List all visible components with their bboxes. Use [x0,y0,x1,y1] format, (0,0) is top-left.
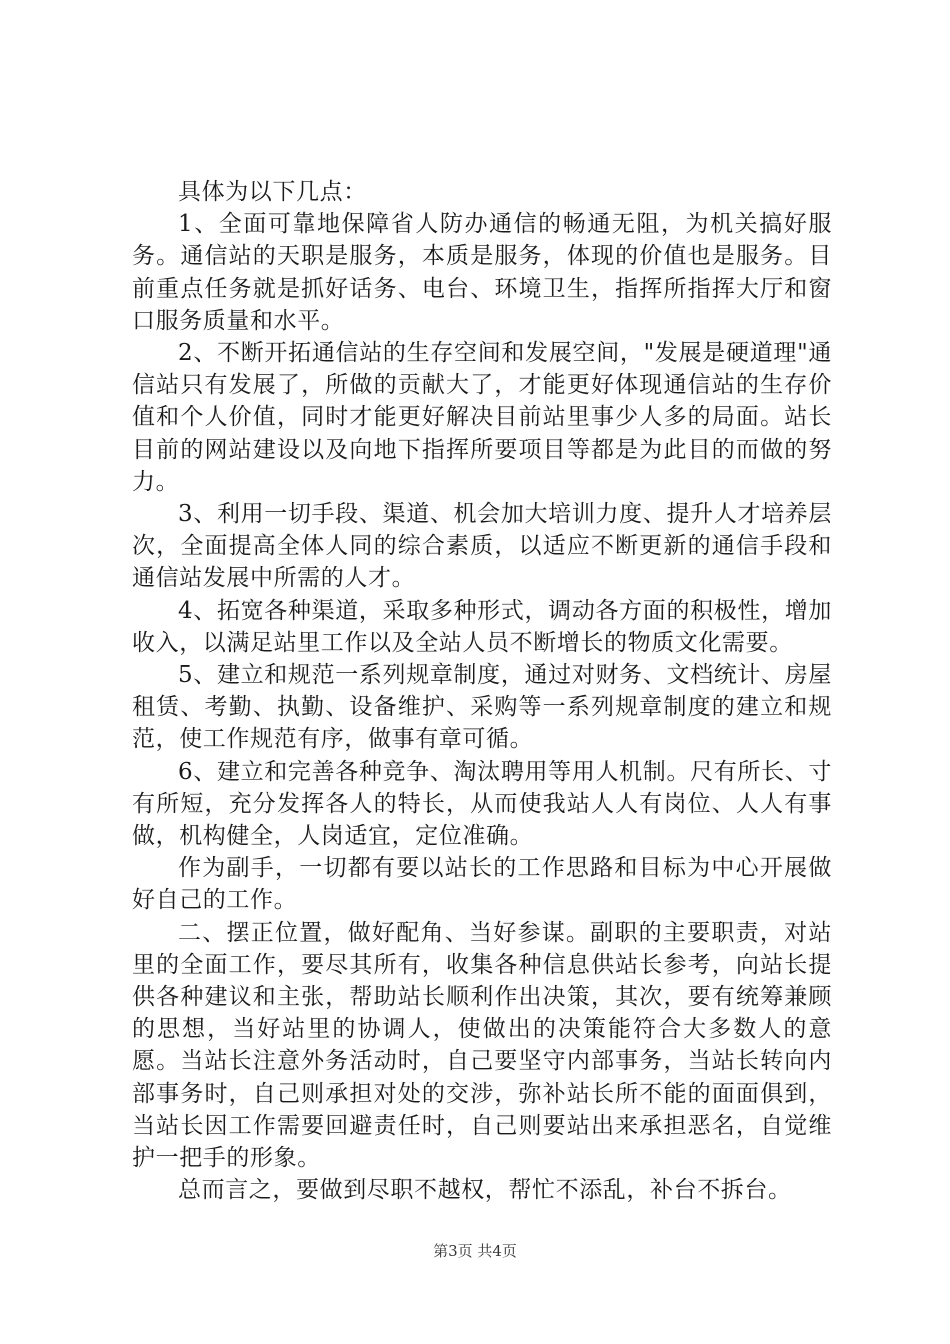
paragraph-item-2: 2、不断开拓通信站的生存空间和发展空间，"发展是硬道理"通信站只有发展了，所做的贡献大了，才能更好体现通信站的生存价值和个人价值，同时才能更好解决目前站里事少人多的局面。站长目前的网站建设以及向地下指挥所要项目等都是为此目的而做的努力。 [132,340,832,495]
paragraph-item-6: 6、建立和完善各种竞争、淘汰聘用等用人机制。尺有所长、寸有所短，充分发挥各人的特长，从而使我站人人有岗位、人人有事做，机构健全，人岗适宜，定位准确。 [132,758,832,850]
paragraph-deputy-role: 作为副手，一切都有要以站长的工作思路和目标为中心开展做好自己的工作。 [132,855,832,914]
paragraph-conclusion: 总而言之，要做到尽职不越权，帮忙不添乱，补台不拆台。 [178,1177,792,1204]
paragraph-section-two: 二、摆正位置，做好配角、当好参谋。副职的主要职责，对站里的全面工作，要尽其所有，收集各种信息供站长参考，向站长提供各种建议和主张，帮助站长顺利作出决策，其次，要有统筹兼顾的思想，当好站里的协调人，使做出的决策能符合大多数人的意愿。当站长注意外务活动时，自己要坚守内部事务，当站长转向内部事务时，自己则承担对处的交涉，弥补站长所不能的面面俱到，当站长因工作需要回避责任时，自己则要站出来承担恶名，自觉维护一把手的形象。 [132,919,832,1172]
paragraph-intro: 具体为以下几点： [178,179,367,205]
paragraph-item-3: 3、利用一切手段、渠道、机会加大培训力度、提升人才培养层次，全面提高全体人同的综合素质，以适应不断更新的通信手段和通信站发展中所需的人才。 [132,501,832,592]
paragraph-item-1: 1、全面可靠地保障省人防办通信的畅通无阻，为机关搞好服务。通信站的天职是服务，本质是服务，体现的价值也是服务。目前重点任务就是抓好话务、电台、环境卫生，指挥所指挥大厅和窗口服务质量和水平。 [132,211,832,334]
page-number-footer: 第3页 共4页 [433,1242,517,1260]
paragraph-item-4: 4、拓宽各种渠道，采取多种形式，调动各方面的积极性，增加收入，以满足站里工作以及全站人员不断增长的物质文化需要。 [132,597,832,656]
document-body [132,176,832,1207]
paragraph-item-5: 5、建立和规范一系列规章制度，通过对财务、文档统计、房屋租赁、考勤、执勤、设备维护、采购等一系列规章制度的建立和规范，使工作规范有序，做事有章可循。 [132,662,832,753]
